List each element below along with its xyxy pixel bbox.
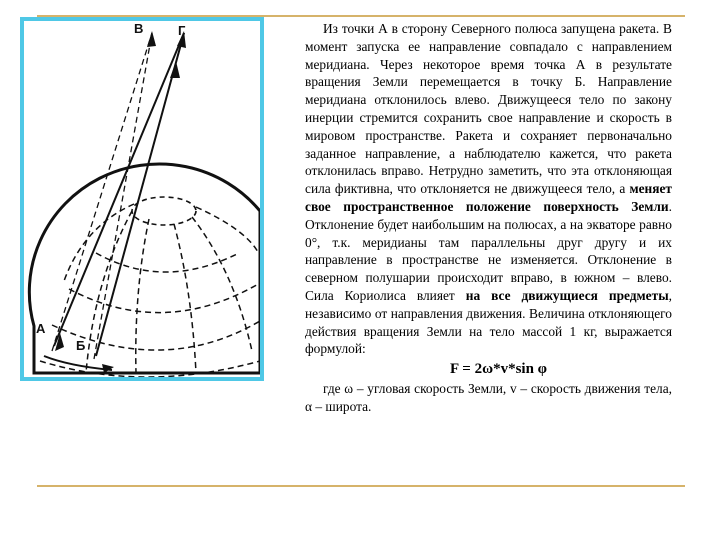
coriolis-formula: F = 2ω*v*sin φ [449, 361, 548, 378]
globe-outline [29, 164, 260, 373]
coriolis-figure [20, 17, 264, 381]
parallels [40, 253, 260, 377]
explanation-text [305, 20, 672, 416]
emphasis-surface: меняет свое пространственное положение поверхность Земли [305, 181, 672, 214]
emphasis-all-moving: на все движущиеся предметы [465, 287, 669, 303]
main-paragraph [305, 20, 672, 358]
label-a: А [36, 322, 46, 336]
paragraph-part-2: . Отклонение будет наибольшим на полюсах, а на экваторе равно 0°, т.к. меридианы там параллельны друг другу и их направление в пространстве не изменяется. Отклонение в северном полушарии происходит вправо, в южном – влево. Сила Кориолиса влияет [305, 198, 672, 303]
polar-cap [132, 197, 196, 225]
formula-legend: где ω – угловая скорость Земли, v – скорость движения тела, α – широта. [305, 381, 672, 414]
rotation-arrow [44, 356, 112, 370]
paragraph-part-3: , независимо от направления движения. Величина отклоняющего действия вращения Земли на тело массой 1 кг, выражается формулой: [305, 287, 673, 357]
arrow-heads [55, 31, 186, 373]
label-g: Г [178, 24, 186, 38]
label-v: В [134, 22, 144, 36]
label-b: Б [76, 339, 86, 353]
bottom-rule [37, 485, 685, 487]
globe-diagram [24, 21, 260, 377]
paragraph-part-1: Из точки А в сторону Северного полюса запущена ракета. В момент запуска ее направление совпадало с направлением меридиана. Через некоторое время точка А в результате вращения Земли перемещается в точку Б. Направление меридиана отклонилось влево. Движущееся тело по закону инерции стремится сохранить свое направление и скорость в мировом пространстве. Ракета и сохраняет первоначально заданное направление, а наблюдателю кажется, что ракета отклонилась вправо. Нетрудно заметить, что эта отклоняющая сила фиктивна, что отклоняется не движущееся тело, а [305, 21, 672, 197]
